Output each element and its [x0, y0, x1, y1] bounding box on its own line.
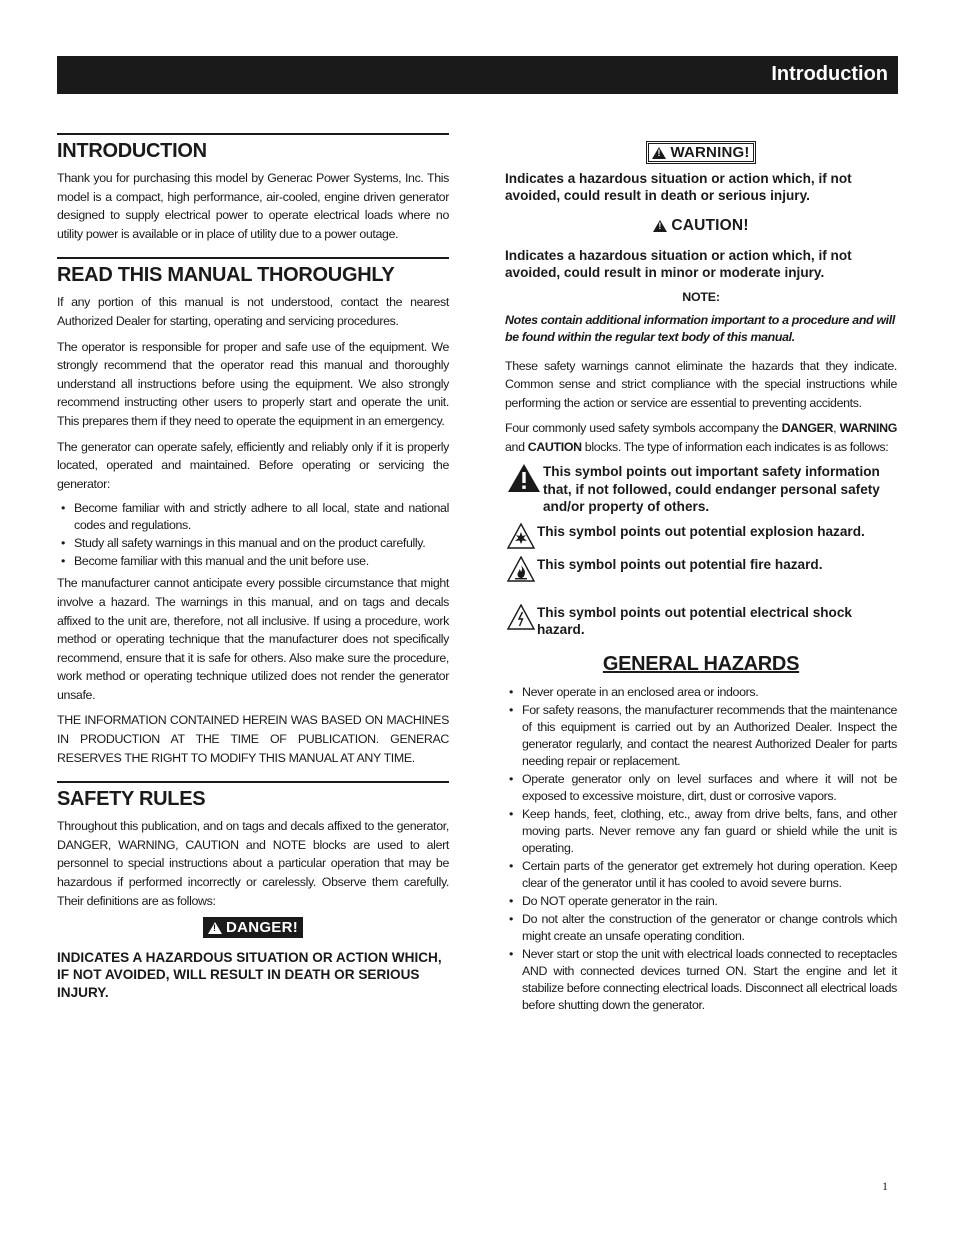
general-hazards-title: GENERAL HAZARDS [602, 652, 800, 675]
symbol-row-safety [505, 463, 897, 516]
electrical-shock-icon [505, 604, 537, 630]
warning-triangle-icon [652, 147, 666, 159]
list-item: • Never operate in an enclosed area or indoors. [505, 684, 897, 701]
symbol-text-explosion: This symbol points out potential explosion hazard. [537, 523, 865, 539]
danger-badge-wrap [57, 917, 449, 939]
read-manual-p5: THE INFORMATION CONTAINED HEREIN WAS BASED ON MACHINES IN PRODUCTION AT THE TIME OF PUBLICATION. GENERAC RESERVES THE RIGHT TO MODIFY THIS MANUAL AT ANY TIME. [57, 713, 449, 765]
safety-warnings-paragraph: These safety warnings cannot eliminate the hazards that they indicate. Common sense and strict compliance with the special instructions while performing the action or service are essential to preventing accidents. [505, 358, 897, 410]
symbol-row-electrical [505, 604, 897, 639]
explosion-icon [505, 523, 537, 549]
caution-text: Indicates a hazardous situation or action which, if not avoided, could result in minor or moderate injury. [505, 247, 852, 280]
safety-rules-title: SAFETY RULES [57, 788, 206, 811]
exclamation-triangle-icon [505, 463, 543, 493]
symbol-text-electrical: This symbol points out potential electrical shock hazard. [537, 604, 852, 638]
read-manual-bullets [57, 500, 449, 570]
symbol-row-fire [505, 556, 897, 582]
list-item: • For safety reasons, the manufacturer recommends that the maintenance of this equipment is carried out by an Authorized Dealer. Inspect the generator regularly, and contact the nearest Authorized Dealer for parts needing repair or replacement. [505, 702, 897, 770]
caution-badge [653, 217, 748, 235]
introduction-title: INTRODUCTION [57, 140, 207, 162]
header-bar [57, 56, 898, 94]
page-section-title: Introduction [771, 63, 888, 85]
symbol-text-safety: This symbol points out important safety information that, if not followed, could endanger personal safety and/or property of others. [543, 464, 880, 515]
read-manual-p2: The operator is responsible for proper and safe use of the equipment. We strongly recommend that the operator read this manual and thoroughly understand all instructions before using the equipment. We also strongly recommend instructing other users to properly start and operate the unit. This prepares them if they need to operate the equipment in an emergency. [57, 339, 449, 428]
symbol-row-explosion [505, 523, 897, 549]
list-item: • Become familiar with and strictly adhere to all local, state and national codes and regulations. [57, 500, 449, 534]
list-item: • Certain parts of the generator get extremely hot during operation. Keep clear of the generator until it has cooled to avoid severe burns. [505, 858, 897, 892]
safety-rules-section [57, 781, 449, 811]
danger-badge [203, 917, 303, 938]
warning-badge-wrap [505, 143, 897, 164]
warning-badge [648, 143, 753, 162]
right-column [505, 140, 897, 1018]
page-number: 1 [882, 1179, 888, 1193]
read-manual-p4: The manufacturer cannot anticipate every possible circumstance that might involve a hazard. The warnings in this manual, and on tags and decals affixed to the unit are, therefore, not all inclusive. If using a procedure, work method or operating technique that the manufacturer does not specifically recommend, ensure that it is safe for others. Also make sure the procedure, work method or operating technique utilized does not render the generator unsafe. [57, 576, 449, 702]
safety-rules-body: Throughout this publication, and on tags and decals affixed to the generator, DANGER, WARNING, CAUTION and NOTE blocks are used to alert personnel to special instructions about a particular operation that may be hazardous if performed incorrectly or carelessly. Observe them carefully. Their definitions are as follows: [57, 819, 449, 908]
general-hazards-bullets [505, 684, 897, 1014]
symbol-text-fire: This symbol points out potential fire hazard. [537, 556, 823, 572]
warning-label: WARNING! [670, 144, 750, 161]
read-manual-p1: If any portion of this manual is not understood, contact the nearest Authorized Dealer for starting, operating and servicing procedures. [57, 295, 449, 328]
list-item: • Never start or stop the unit with electrical loads connected to receptacles AND with connected devices turned ON. Start the engine and let it stabilize before connecting electrical loads. Disconnect all electrical loads before shutting down the generator. [505, 946, 897, 1014]
safety-symbols-paragraph: Four commonly used safety symbols accompany the DANGER, WARNING and CAUTION blocks. The type of information each indicates is as follows: [505, 421, 897, 454]
list-item: • Operate generator only on level surfaces and where it will not be exposed to excessive moisture, dirt, dust or corrosive vapors. [505, 771, 897, 805]
list-item: • Do not alter the construction of the generator or change controls which might create an unsafe operating condition. [505, 911, 897, 945]
warning-triangle-icon [208, 922, 222, 934]
list-item: • Do NOT operate generator in the rain. [505, 893, 897, 910]
read-manual-section [57, 257, 449, 287]
left-column [57, 133, 449, 1009]
list-item: • Study all safety warnings in this manual and on the product carefully. [57, 535, 449, 552]
warning-text: Indicates a hazardous situation or action which, if not avoided, could result in death or serious injury. [505, 170, 852, 203]
note-label: NOTE: [682, 289, 720, 304]
list-item: • Keep hands, feet, clothing, etc., away from drive belts, fans, and other moving parts. Never remove any fan guard or shield while the unit is operating. [505, 806, 897, 857]
list-item: • Become familiar with this manual and the unit before use. [57, 553, 449, 570]
danger-label: DANGER! [225, 919, 299, 937]
introduction-section [57, 133, 449, 163]
fire-icon [505, 556, 537, 582]
danger-text: INDICATES A HAZARDOUS SITUATION OR ACTION WHICH, IF NOT AVOIDED, WILL RESULT IN DEATH OR SERIOUS INJURY. [57, 949, 442, 1000]
read-manual-p3: The generator can operate safely, efficiently and reliably only if it is properly located, operated and maintained. Before operating or servicing the generator: [57, 439, 449, 491]
caution-triangle-icon [653, 220, 667, 232]
note-text: Notes contain additional information important to a procedure and will be found within the regular text body of this manual. [505, 312, 895, 344]
introduction-body: Thank you for purchasing this model by Generac Power Systems, Inc. This model is a compact, high performance, air-cooled, engine driven generator designed to supply electrical power to operate electrical loads where no utility power is available or in place of utility due to a power outage. [57, 171, 449, 241]
caution-label: CAUTION! [671, 216, 749, 234]
caution-badge-wrap [505, 217, 897, 237]
read-manual-title: READ THIS MANUAL THOROUGHLY [57, 264, 395, 287]
